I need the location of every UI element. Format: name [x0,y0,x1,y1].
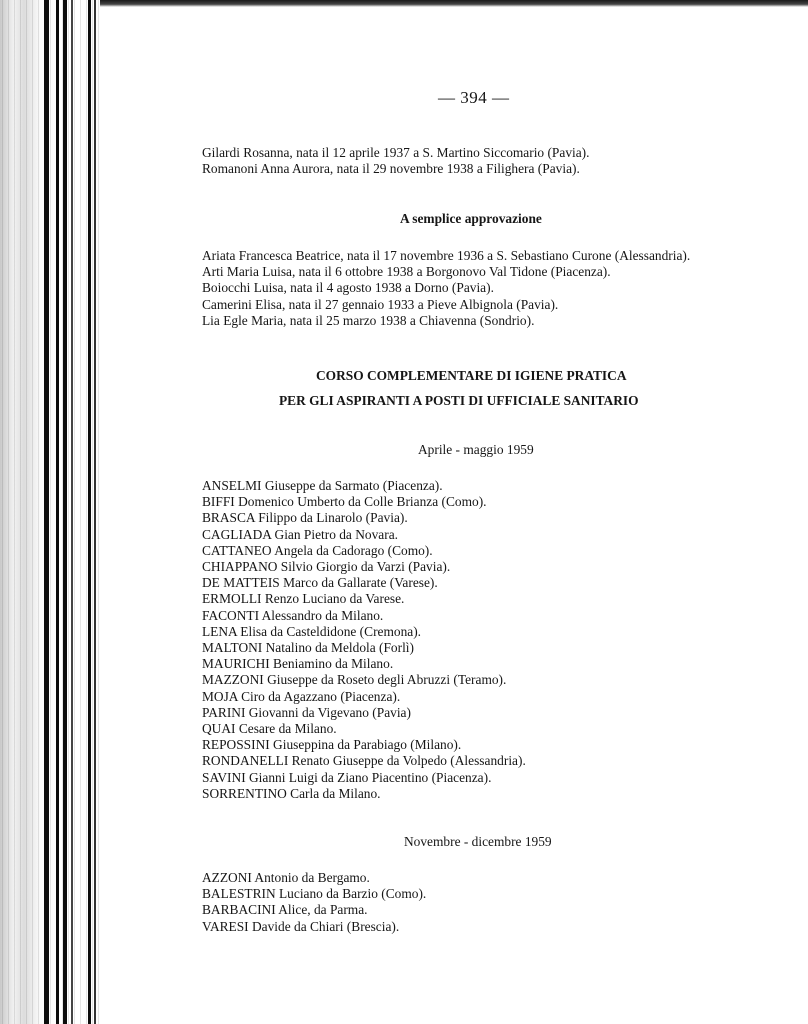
list-item: Romanoni Anna Aurora, nata il 29 novembre 1938 a Filighera (Pavia). [202,161,580,177]
list-item: MOJA Ciro da Agazzano (Piacenza). [202,688,401,704]
approval-list [202,248,690,329]
page-top-edge [0,0,808,7]
binding-spine [0,0,100,1024]
list-item: FACONTI Alessandro da Milano. [202,607,384,623]
list-item: BIFFI Domenico Umberto da Colle Brianza (Como). [202,494,487,510]
list-item: MAURICHI Beniamino da Milano. [202,656,394,672]
list-item: Boiocchi Luisa, nata il 4 agosto 1938 a Dorno (Pavia). [202,280,494,296]
list-item: BRASCA Filippo da Linarolo (Pavia). [202,510,408,526]
list-item: REPOSSINI Giuseppina da Parabiago (Milano). [202,737,462,753]
list-item: MALTONI Natalino da Meldola (Forlì) [202,640,414,656]
list-item: ANSELMI Giuseppe da Sarmato (Piacenza). [202,478,443,493]
list-item: CATTANEO Angela da Cadorago (Como). [202,542,433,558]
list-item: Lia Egle Maria, nata il 25 marzo 1938 a Chiavenna (Sondrio). [202,312,535,328]
list-item: RONDANELLI Renato Giuseppe da Volpedo (Alessandria). [202,753,526,769]
binding-bar [71,0,73,1024]
list-item: VARESI Davide da Chiari (Brescia). [202,918,400,934]
list-item: Camerini Elisa, nata il 27 gennaio 1933 a Pieve Albignola (Pavia). [202,296,559,312]
list-item: Arti Maria Luisa, nata il 6 ottobre 1938 a Borgonovo Val Tidone (Piacenza). [202,264,611,280]
list-item: DE MATTEIS Marco da Gallarate (Varese). [202,575,438,591]
course-title-line1: CORSO COMPLEMENTARE DI IGIENE PRATICA [316,368,627,383]
list-item: Gilardi Rosanna, nata il 12 aprile 1937 a S. Martino Siccomario (Pavia). [202,145,590,160]
list-item: LENA Elisa da Casteldidone (Cremona). [202,623,422,639]
list-item: Ariata Francesca Beatrice, nata il 17 novembre 1936 a S. Sebastiano Curone (Alessandria). [202,248,691,263]
page-number: — 394 — [438,88,510,107]
list-item: SAVINI Gianni Luigi da Ziano Piacentino (Piacenza). [202,769,492,785]
approval-heading: A semplice approvazione [400,211,542,226]
list-item: PARINI Giovanni da Vigevano (Pavia) [202,704,411,720]
list-item: BALESTRIN Luciano da Barzio (Como). [202,886,427,902]
list-item: CHIAPPANO Silvio Giorgio da Varzi (Pavia). [202,559,451,575]
list-item: SORRENTINO Carla da Milano. [202,785,381,801]
binding-bar [56,0,59,1024]
binding-bar [63,0,67,1024]
course-title-line2: PER GLI ASPIRANTI A POSTI DI UFFICIALE SANITARIO [279,393,639,408]
binding-bar [94,0,96,1024]
binding-bar [88,0,91,1024]
list-item: AZZONI Antonio da Bergamo. [202,870,370,885]
session2-list [202,870,426,935]
list-item: ERMOLLI Renzo Luciano da Varese. [202,591,405,607]
intro-list [202,145,590,177]
list-item: QUAI Cesare da Milano. [202,721,337,737]
binding-bar [44,0,49,1024]
list-item: CAGLIADA Gian Pietro da Novara. [202,526,398,542]
list-item: MAZZONI Giuseppe da Roseto degli Abruzzi (Teramo). [202,672,507,688]
session1-heading: Aprile - maggio 1959 [418,442,534,457]
list-item: BARBACINI Alice, da Parma. [202,902,368,918]
session1-list [202,478,526,802]
session2-heading: Novembre - dicembre 1959 [404,834,552,849]
